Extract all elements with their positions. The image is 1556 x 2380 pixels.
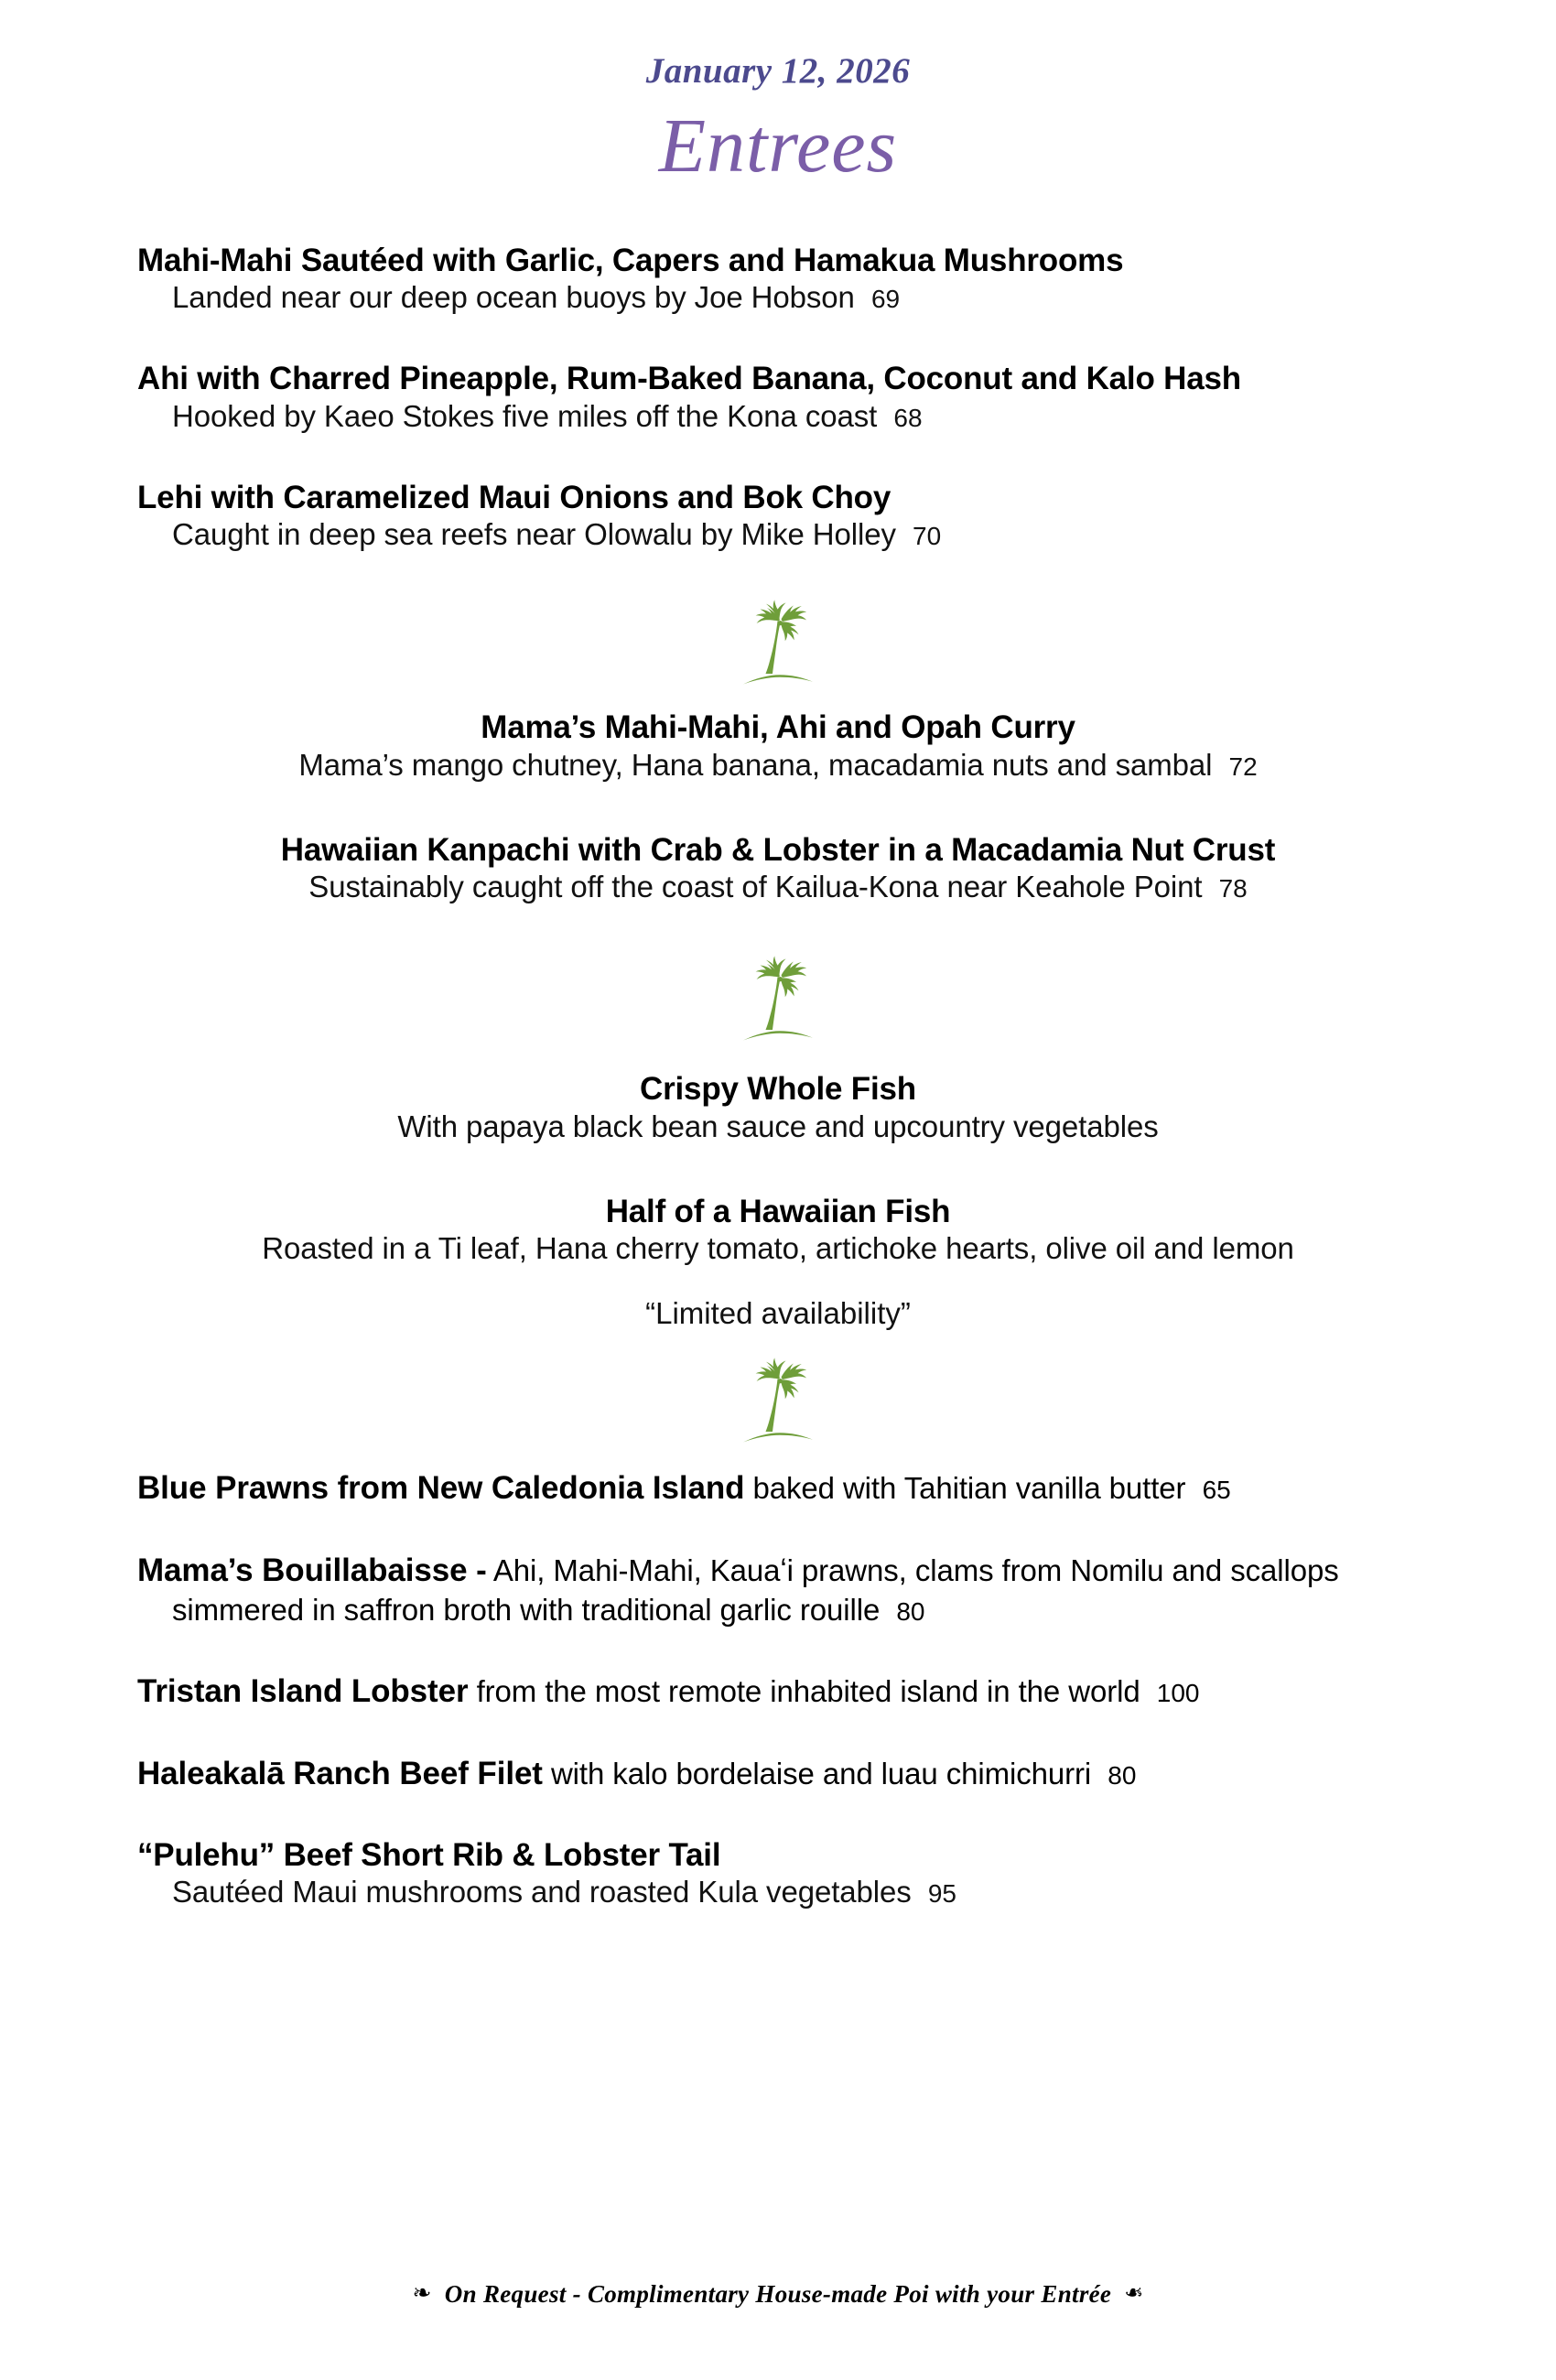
menu-date: January 12, 2026 — [645, 51, 911, 91]
menu-item — [82, 709, 1474, 784]
item-description-text: Hooked by Kaeo Stokes five miles off the Kona coast — [172, 398, 878, 433]
item-description-text: Sautéed Maui mushrooms and roasted Kula vegetables — [172, 1875, 912, 1909]
item-description — [82, 747, 1474, 784]
item-description: from the most remote inhabited island in the world — [468, 1673, 1140, 1708]
item-line — [137, 1551, 1446, 1629]
item-title: Mahi-Mahi Sautéed with Garlic, Capers and Hamakua Mushrooms — [137, 242, 1124, 278]
menu-item — [137, 1754, 1446, 1794]
item-description: with kalo bordelaise and luau chimichurri — [542, 1757, 1092, 1790]
menu-body — [0, 242, 1556, 1911]
footer-line — [400, 2280, 1157, 2308]
item-title: Haleakalā Ranch Beef Filet — [137, 1756, 543, 1791]
menu-item — [82, 1070, 1474, 1145]
section-middle — [0, 709, 1556, 905]
item-price: 65 — [1202, 1476, 1231, 1505]
menu-item — [137, 360, 1446, 435]
item-description: baked with Tahitian vanilla butter — [744, 1471, 1186, 1506]
item-title: “Pulehu” Beef Short Rib & Lobster Tail — [137, 1837, 721, 1874]
item-title: Mama’s Mahi-Mahi, Ahi and Opah Curry — [481, 709, 1075, 746]
item-description-text: Landed near our deep ocean buoys by Joe Hobson — [172, 280, 855, 315]
leaf-ornament-icon: ❧ — [1124, 2279, 1144, 2306]
item-line — [137, 1468, 1446, 1509]
palm-tree-icon — [740, 1355, 816, 1444]
palm-tree-icon — [740, 953, 816, 1043]
menu-item — [137, 1551, 1446, 1629]
item-title: Crispy Whole Fish — [640, 1071, 916, 1108]
item-price: 68 — [893, 403, 923, 432]
section-lower-center — [0, 1070, 1556, 1331]
palm-divider — [0, 1355, 1556, 1444]
menu-item — [82, 1193, 1474, 1268]
item-description — [137, 279, 1446, 316]
item-title: Lehi with Caramelized Maui Onions and Bok Choy — [137, 479, 891, 515]
menu-item — [137, 1836, 1446, 1911]
section-bottom — [0, 1468, 1556, 1911]
item-description — [137, 1874, 1446, 1910]
item-description — [82, 869, 1474, 905]
item-description-text: Caught in deep sea reefs near Olowalu by Mike Holley — [172, 517, 896, 552]
item-description-text: Mama’s mango chutney, Hana banana, macadamia nuts and sambal — [298, 747, 1213, 782]
menu-item — [137, 1671, 1446, 1712]
palm-divider — [0, 953, 1556, 1043]
menu-item — [137, 242, 1446, 317]
menu-item — [137, 1468, 1446, 1509]
item-line — [137, 1671, 1446, 1712]
item-title: Hawaiian Kanpachi with Crab & Lobster in a Macadamia Nut Crust — [280, 831, 1276, 868]
palm-divider — [0, 597, 1556, 687]
item-price: 69 — [870, 285, 901, 314]
item-title: Tristan Island Lobster — [137, 1672, 469, 1709]
item-title: Blue Prawns from New Caledonia Island — [137, 1470, 745, 1507]
menu-footer — [0, 2279, 1556, 2309]
menu-item — [82, 831, 1474, 906]
item-description: Ahi, Mahi-Mahi, Kauaʻi prawns, clams from Nomilu and scallops simmered in saffron broth with traditional garlic rouille — [172, 1553, 1339, 1628]
menu-header — [0, 0, 1556, 189]
section-top — [0, 242, 1556, 554]
item-line — [137, 1754, 1446, 1794]
item-price: 78 — [1218, 874, 1248, 903]
item-description-text: Sustainably caught off the coast of Kailua-Kona near Keahole Point — [308, 870, 1203, 904]
item-title: Ahi with Charred Pineapple, Rum-Baked Banana, Coconut and Kalo Hash — [137, 361, 1241, 397]
menu-item — [137, 479, 1446, 554]
item-title: Mama’s Bouillabaisse - — [137, 1552, 487, 1589]
item-description — [137, 516, 1446, 553]
item-price: 80 — [896, 1597, 925, 1627]
leaf-ornament-icon: ❧ — [412, 2279, 432, 2306]
item-description: With papaya black bean sauce and upcountry vegetables — [397, 1109, 1159, 1143]
item-price: 72 — [1228, 752, 1258, 781]
item-title: Half of a Hawaiian Fish — [605, 1194, 951, 1229]
item-price: 95 — [927, 1879, 956, 1909]
item-price: 100 — [1156, 1678, 1200, 1707]
item-description — [137, 398, 1446, 435]
item-description: Roasted in a Ti leaf, Hana cherry tomato, artichoke hearts, olive oil and lemon — [262, 1231, 1294, 1266]
footer-text: On Request - Complimentary House-made Poi with your Entrée — [444, 2280, 1112, 2308]
palm-tree-icon — [740, 597, 816, 687]
availability-note: “Limited availability” — [645, 1295, 911, 1330]
page-title: Entrees — [658, 103, 898, 189]
item-price: 80 — [1108, 1761, 1137, 1790]
item-price: 70 — [913, 522, 942, 551]
